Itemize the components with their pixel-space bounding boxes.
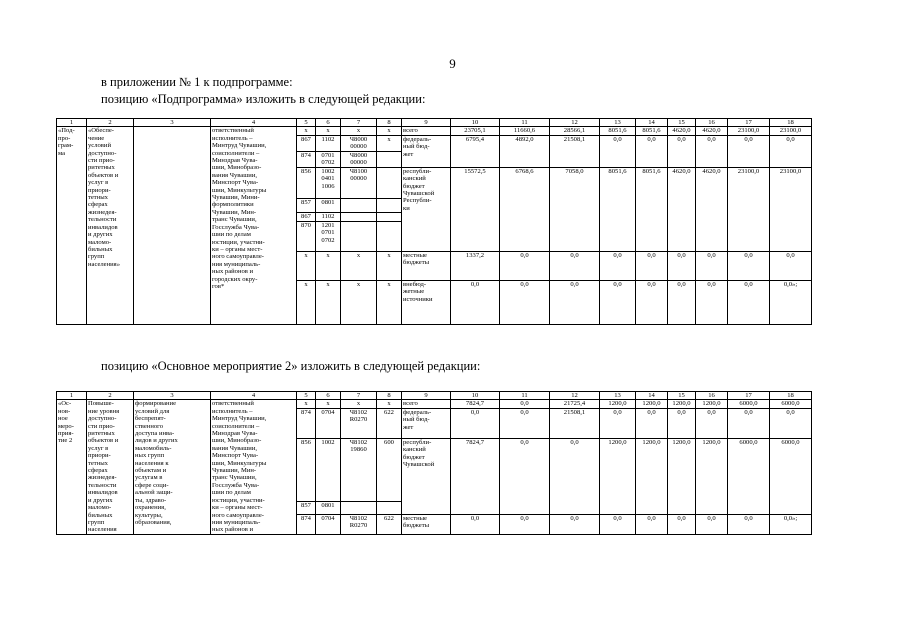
table-row — [57, 400, 812, 408]
expense-type-code: 622 — [377, 408, 402, 438]
funding-value: 0,0 — [550, 251, 600, 280]
header-cell: 8 — [377, 392, 402, 400]
header-cell: 4 — [211, 392, 297, 400]
funding-value: 0,0 — [550, 514, 600, 534]
target-article-code — [341, 198, 377, 212]
task-cell — [134, 127, 211, 324]
expense-type-code — [377, 167, 402, 198]
header-cell: 10 — [451, 119, 500, 127]
funding-value: 6768,6 — [500, 167, 550, 251]
executors-cell: ответственный исполнитель – Минтруд Чувашии, соисполнители – Минздрав Чува- шии, Минобразо- вания Чувашии, Минспорт Чува- шии, Минкультуры Чувашии, Мини- формполитики Чувашии, Мин- транс Чувашии, Госслужба Чува- шии по делам юстиции, участни- ки – органы мест- ного самоуправле- ния муниципаль- ных районов и городских окру- гов* — [211, 127, 297, 324]
header-cell: 11 — [500, 119, 550, 127]
funding-source: местные бюджеты — [402, 514, 451, 534]
grbs-code: 856 — [297, 167, 316, 198]
header-cell: 17 — [728, 392, 770, 400]
target-article-code: x — [341, 251, 377, 280]
funding-value: 0,0 — [500, 438, 550, 514]
section-code: 0704 — [316, 514, 341, 534]
header-cell: 16 — [696, 392, 728, 400]
funding-value: 1200,0 — [600, 438, 636, 514]
executors-cell: ответственный исполнитель – Минтруд Чувашии, соисполнители – Минздрав Чува- шии, Минобразо- вания Чувашии, Минспорт Чува- шии, Минкультуры Чувашии, Мин- транс Чувашии, Госслужба Чува- шии по делам юстиции, участни- ки – органы мест- ного самоуправле- ния муниципаль- ных районов и — [211, 400, 297, 534]
funding-source: республи- канский бюджет Чувашской — [402, 438, 451, 514]
grbs-code: 856 — [297, 438, 316, 501]
header-cell: 13 — [600, 392, 636, 400]
funding-value: 7824,7 — [451, 438, 500, 514]
target-article-code: Ч8102 R0270 — [341, 408, 377, 438]
header-cell: 3 — [134, 119, 211, 127]
grbs-code: x — [297, 127, 316, 135]
header-cell: 16 — [696, 119, 728, 127]
header-cell: 14 — [636, 392, 668, 400]
funding-value: 0,0 — [550, 280, 600, 324]
target-article-code: x — [341, 400, 377, 408]
funding-value: 0,0 — [668, 135, 696, 167]
funding-value: 4620,0 — [696, 127, 728, 135]
header-cell: 13 — [600, 119, 636, 127]
status-cell: «Под- про- грам- ма — [57, 127, 87, 324]
funding-value: 21508,1 — [550, 408, 600, 438]
funding-value: 1200,0 — [636, 400, 668, 408]
funding-value: 0,0 — [636, 135, 668, 167]
page-number: 9 — [449, 56, 456, 71]
target-article-code — [341, 221, 377, 251]
funding-source: всего — [402, 400, 451, 408]
funding-value: 0,0 — [550, 438, 600, 514]
target-article-code — [341, 212, 377, 221]
funding-value: 0,0 — [600, 280, 636, 324]
expense-type-code — [377, 198, 402, 212]
funding-value: 0,0 — [770, 251, 812, 280]
funding-value: 1200,0 — [600, 400, 636, 408]
funding-value: 0,0 — [500, 514, 550, 534]
funding-value: 0,0 — [728, 135, 770, 167]
section-code: x — [316, 127, 341, 135]
funding-source: всего — [402, 127, 451, 135]
header-cell: 6 — [316, 392, 341, 400]
target-article-code: Ч8100 00000 — [341, 167, 377, 198]
grbs-code: 857 — [297, 501, 316, 514]
funding-source: местные бюджеты — [402, 251, 451, 280]
funding-value: 0,0 — [600, 408, 636, 438]
funding-value: 0,0 — [500, 251, 550, 280]
header-cell: 11 — [500, 392, 550, 400]
funding-value: 0,0 — [600, 251, 636, 280]
funding-value: 6000,0 — [770, 400, 812, 408]
funding-value: 0,0 — [451, 280, 500, 324]
funding-value: 23705,1 — [451, 127, 500, 135]
funding-value: 0,0 — [668, 514, 696, 534]
section-code: 1102 — [316, 212, 341, 221]
expense-type-code — [377, 501, 402, 514]
header-cell: 15 — [668, 119, 696, 127]
funding-value: 0,0 — [636, 514, 668, 534]
section-code: x — [316, 251, 341, 280]
funding-value: 8051,6 — [600, 167, 636, 251]
funding-value: 0,0 — [696, 514, 728, 534]
funding-source: внебюд- жетные источники — [402, 280, 451, 324]
funding-value: 0,0 — [500, 400, 550, 408]
funding-value: 4620,0 — [668, 127, 696, 135]
subprogram-instruction: позицию «Подпрограмма» изложить в следующей редакции: — [101, 92, 426, 106]
funding-value: 4892,0 — [500, 135, 550, 167]
funding-value: 23100,0 — [770, 167, 812, 251]
header-cell: 15 — [668, 392, 696, 400]
header-cell: 18 — [770, 392, 812, 400]
grbs-code: 870 — [297, 221, 316, 251]
funding-value: 0,0 — [600, 514, 636, 534]
target-article-code: Ч8102 19860 — [341, 438, 377, 501]
header-cell: 14 — [636, 119, 668, 127]
funding-value: 0,0 — [668, 408, 696, 438]
table-row — [57, 127, 812, 135]
header-cell: 4 — [211, 119, 297, 127]
header-cell: 2 — [87, 392, 134, 400]
expense-type-code — [377, 221, 402, 251]
expense-type-code: 622 — [377, 514, 402, 534]
section-code: 0801 — [316, 198, 341, 212]
expense-type-code: x — [377, 135, 402, 151]
funding-value: 0,0 — [636, 280, 668, 324]
task-cell: формирование условий для беспрепят- ственного доступа инва- лидов и других маломобиль- ных групп населения к объектам и услугам в сфере соци- альной защи- ты, здраво- охранения, культуры, образования, — [134, 400, 211, 534]
funding-value: 23100,0 — [728, 127, 770, 135]
target-article-code — [341, 501, 377, 514]
funding-value: 0,0»; — [770, 514, 812, 534]
section-code: x — [316, 280, 341, 324]
header-row — [57, 119, 812, 127]
section-code: 1002 0401 1006 — [316, 167, 341, 198]
header-cell: 9 — [402, 119, 451, 127]
funding-value: 28566,1 — [550, 127, 600, 135]
funding-source: федераль- ный бюд- жет — [402, 408, 451, 438]
subprogram-table — [56, 118, 812, 325]
expense-type-code: 600 — [377, 438, 402, 501]
target-article-code: Ч8000 00000 — [341, 151, 377, 167]
funding-value: 4620,0 — [696, 167, 728, 251]
funding-value: 0,0 — [728, 280, 770, 324]
header-cell: 5 — [297, 119, 316, 127]
funding-value: 21508,1 — [550, 135, 600, 167]
grbs-code: 867 — [297, 212, 316, 221]
funding-value: 0,0 — [451, 514, 500, 534]
header-cell: 7 — [341, 392, 377, 400]
target-article-code: x — [341, 280, 377, 324]
header-cell: 12 — [550, 119, 600, 127]
funding-value: 0,0 — [636, 408, 668, 438]
target-article-code: Ч8000 00000 — [341, 135, 377, 151]
funding-value: 0,0 — [696, 280, 728, 324]
name-cell: «Обеспе- чение условий доступно- сти прио- ритетных объектов и услуг в приори- тетных сферах жизнедея- тельности инвалидов и других маломо- бильных групп населения» — [87, 127, 134, 324]
status-cell: «Ос- нов- ное меро- прия- тие 2 — [57, 400, 87, 534]
funding-value: 0,0 — [600, 135, 636, 167]
funding-value: 0,0 — [636, 251, 668, 280]
funding-value: 1200,0 — [636, 438, 668, 514]
header-cell: 3 — [134, 392, 211, 400]
funding-value: 0,0 — [500, 408, 550, 438]
funding-value: 0,0 — [696, 135, 728, 167]
section-code: 0704 — [316, 408, 341, 438]
header-cell: 2 — [87, 119, 134, 127]
grbs-code: 867 — [297, 135, 316, 151]
funding-value: 15572,5 — [451, 167, 500, 251]
funding-value: 1200,0 — [696, 438, 728, 514]
expense-type-code — [377, 212, 402, 221]
funding-value: 0,0 — [451, 408, 500, 438]
funding-value: 6000,0 — [728, 438, 770, 514]
funding-value: 0,0»; — [770, 280, 812, 324]
grbs-code: 874 — [297, 514, 316, 534]
intro-paragraph: в приложении № 1 к подпрограмме: — [101, 75, 293, 89]
funding-value: 0,0 — [770, 408, 812, 438]
header-cell: 5 — [297, 392, 316, 400]
header-cell: 12 — [550, 392, 600, 400]
header-cell: 10 — [451, 392, 500, 400]
header-cell: 9 — [402, 392, 451, 400]
funding-value: 1200,0 — [668, 400, 696, 408]
funding-value: 11660,6 — [500, 127, 550, 135]
grbs-code: 874 — [297, 151, 316, 167]
main-measure-table — [56, 391, 812, 535]
funding-value: 6000,0 — [770, 438, 812, 514]
funding-value: 0,0 — [770, 135, 812, 167]
funding-value: 0,0 — [728, 408, 770, 438]
header-row — [57, 392, 812, 400]
funding-value: 8051,6 — [636, 167, 668, 251]
grbs-code: x — [297, 251, 316, 280]
funding-value: 0,0 — [500, 280, 550, 324]
expense-type-code: x — [377, 251, 402, 280]
funding-source: республи- канский бюджет Чувашской Республи- ки — [402, 167, 451, 251]
funding-value: 23100,0 — [728, 167, 770, 251]
funding-value: 0,0 — [668, 251, 696, 280]
header-cell: 7 — [341, 119, 377, 127]
expense-type-code: x — [377, 127, 402, 135]
funding-value: 0,0 — [668, 280, 696, 324]
section-code: 0801 — [316, 501, 341, 514]
header-cell: 6 — [316, 119, 341, 127]
funding-value: 4620,0 — [668, 167, 696, 251]
funding-source: федераль- ный бюд- жет — [402, 135, 451, 167]
measure-instruction: позицию «Основное мероприятие 2» изложить в следующей редакции: — [101, 359, 481, 373]
target-article-code: x — [341, 127, 377, 135]
target-article-code: Ч8102 R0270 — [341, 514, 377, 534]
header-cell: 1 — [57, 119, 87, 127]
funding-value: 7824,7 — [451, 400, 500, 408]
funding-value: 7058,0 — [550, 167, 600, 251]
expense-type-code: x — [377, 280, 402, 324]
grbs-code: 857 — [297, 198, 316, 212]
funding-value: 0,0 — [696, 408, 728, 438]
header-cell: 8 — [377, 119, 402, 127]
funding-value: 1200,0 — [668, 438, 696, 514]
grbs-code: x — [297, 400, 316, 408]
section-code: 1102 — [316, 135, 341, 151]
funding-value: 0,0 — [728, 514, 770, 534]
funding-value: 0,0 — [696, 251, 728, 280]
funding-value: 8051,6 — [636, 127, 668, 135]
header-cell: 17 — [728, 119, 770, 127]
grbs-code: 874 — [297, 408, 316, 438]
funding-value: 6795,4 — [451, 135, 500, 167]
funding-value: 6000,0 — [728, 400, 770, 408]
funding-value: 8051,6 — [600, 127, 636, 135]
funding-value: 23100,0 — [770, 127, 812, 135]
section-code: 0701 0702 — [316, 151, 341, 167]
section-code: 1201 0701 0702 — [316, 221, 341, 251]
grbs-code: x — [297, 280, 316, 324]
expense-type-code: x — [377, 400, 402, 408]
expense-type-code — [377, 151, 402, 167]
funding-value: 1200,0 — [696, 400, 728, 408]
header-cell: 18 — [770, 119, 812, 127]
header-cell: 1 — [57, 392, 87, 400]
funding-value: 0,0 — [728, 251, 770, 280]
section-code: 1002 — [316, 438, 341, 501]
section-code: x — [316, 400, 341, 408]
name-cell: Повыше- ние уровня доступно- сти прио- ритетных объектов и услуг в приори- тетных сферах жизнедея- тельности инвалидов и других маломо- бильных групп населения — [87, 400, 134, 534]
funding-value: 21725,4 — [550, 400, 600, 408]
funding-value: 1337,2 — [451, 251, 500, 280]
